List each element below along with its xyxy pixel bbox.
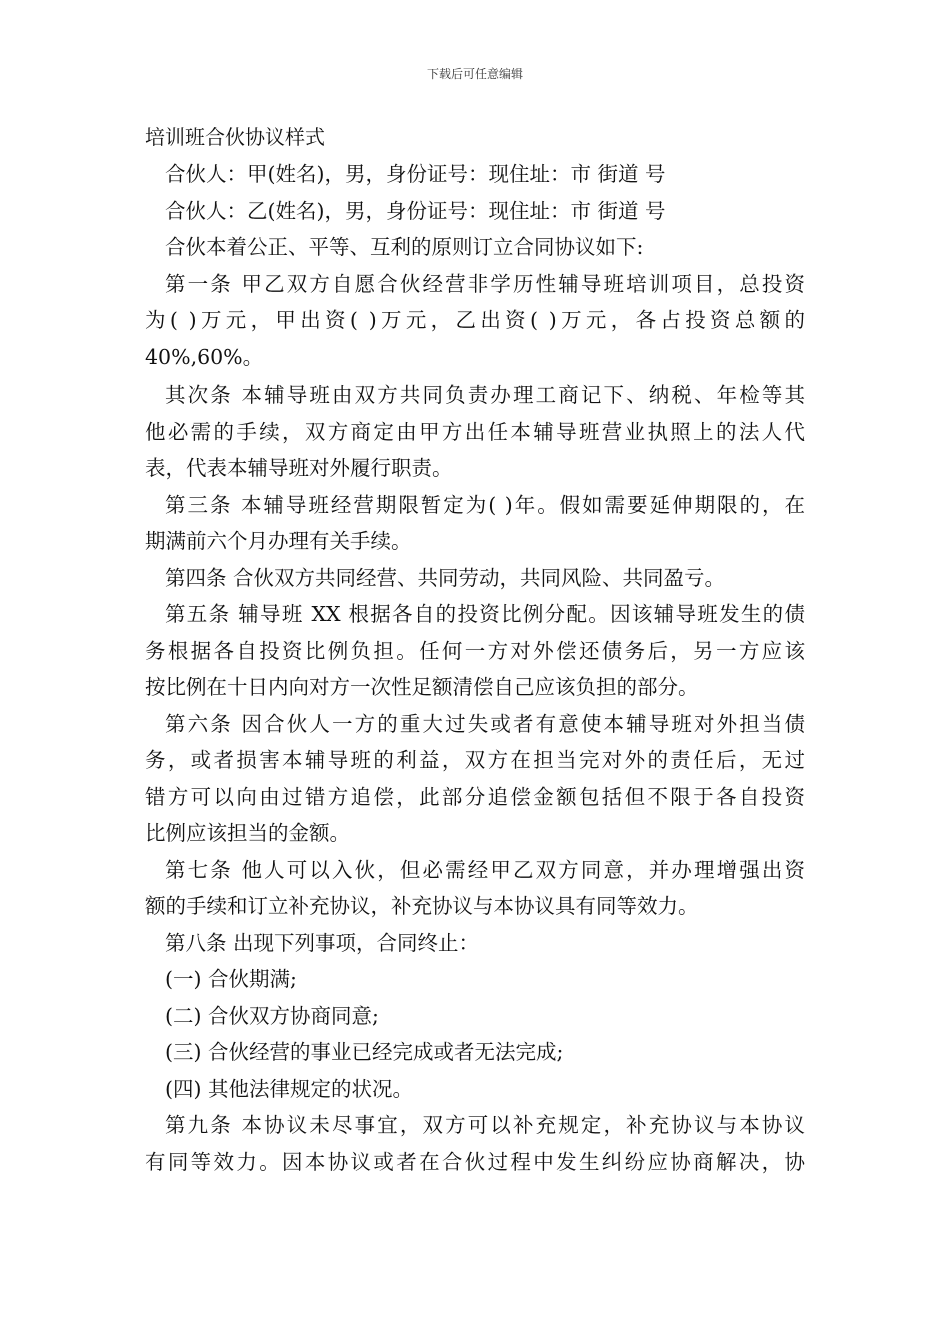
- article-8-item-4: (四) 其他法律规定的状况。: [165, 1076, 414, 1101]
- article-8-item-2: (二) 合伙双方协商同意;: [165, 1003, 379, 1028]
- article-8-item-1: (一) 合伙期满;: [165, 967, 297, 991]
- preamble-line: 合伙本着公正、平等、互利的原则订立合同协议如下:: [165, 235, 644, 259]
- article-3-line-1: 第三条 本辅导班经营期限暂定为( )年。假如需要延伸期限的，在: [165, 492, 805, 517]
- article-9-line-2: 有同等效力。因本协议或者在合伙过程中发生纠纷应协商解决，协: [145, 1149, 805, 1174]
- article-4-line-1: 第四条 合伙双方共同经营、共同劳动，共同风险、共同盈亏。: [165, 565, 726, 590]
- article-7-line-2: 额的手续和订立补充协议，补充协议与本协议具有同等效力。: [145, 894, 699, 918]
- article-9-line-1: 第九条 本协议未尽事宜，双方可以补充规定，补充协议与本协议: [165, 1113, 805, 1137]
- article-2-line-2: 他必需的手续，双方商定由甲方出任本辅导班营业执照上的法人代: [145, 419, 805, 444]
- article-2-line-3: 表，代表本辅导班对外履行职责。: [145, 456, 453, 480]
- partner-a-line: 合伙人：甲(姓名)，男，身份证号：现住址：市 街道 号: [165, 162, 666, 186]
- article-8-item-3: (三) 合伙经营的事业已经完成或者无法完成;: [165, 1040, 564, 1064]
- article-5-line-3: 按比例在十日内向对方一次性足额清偿自己应该负担的部分。: [145, 675, 699, 699]
- document-title: 培训班合伙协议样式: [145, 125, 325, 149]
- article-5-line-1: 第五条 辅导班 XX 根据各自的投资比例分配。因该辅导班发生的债: [165, 602, 805, 626]
- document-body: [145, 118, 805, 1180]
- article-3-line-2: 期满前六个月办理有关手续。: [145, 529, 412, 553]
- article-1-line-1: 第一条 甲乙双方自愿合伙经营非学历性辅导班培训项目，总投资: [165, 271, 805, 296]
- partner-b-line: 合伙人：乙(姓名)，男，身份证号：现住址：市 街道 号: [165, 198, 666, 223]
- article-6-line-3: 错方可以向由过错方追偿，此部分追偿金额包括但不限于各自投资: [145, 784, 805, 809]
- article-7-line-1: 第七条 他人可以入伙，但必需经甲乙双方同意，并办理增强出资: [165, 857, 805, 882]
- page-header: 下载后可任意编辑: [426, 67, 523, 81]
- article-1-line-2: 为( )万元，甲出资( )万元，乙出资( )万元，各占投资总额的: [145, 308, 805, 332]
- article-6-line-4: 比例应该担当的金额。: [145, 821, 350, 845]
- article-6-line-2: 务，或者损害本辅导班的利益，双方在担当完对外的责任后，无过: [145, 748, 805, 772]
- article-6-line-1: 第六条 因合伙人一方的重大过失或者有意使本辅导班对外担当债: [165, 711, 805, 736]
- article-2-line-1: 其次条 本辅导班由双方共同负责办理工商记下、纳税、年检等其: [165, 383, 805, 407]
- article-5-line-2: 务根据各自投资比例负担。任何一方对外偿还债务后，另一方应该: [145, 638, 805, 663]
- article-8-line-1: 第八条 出现下列事项，合同终止：: [165, 930, 480, 955]
- article-1-line-3: 40%,60%。: [145, 344, 264, 369]
